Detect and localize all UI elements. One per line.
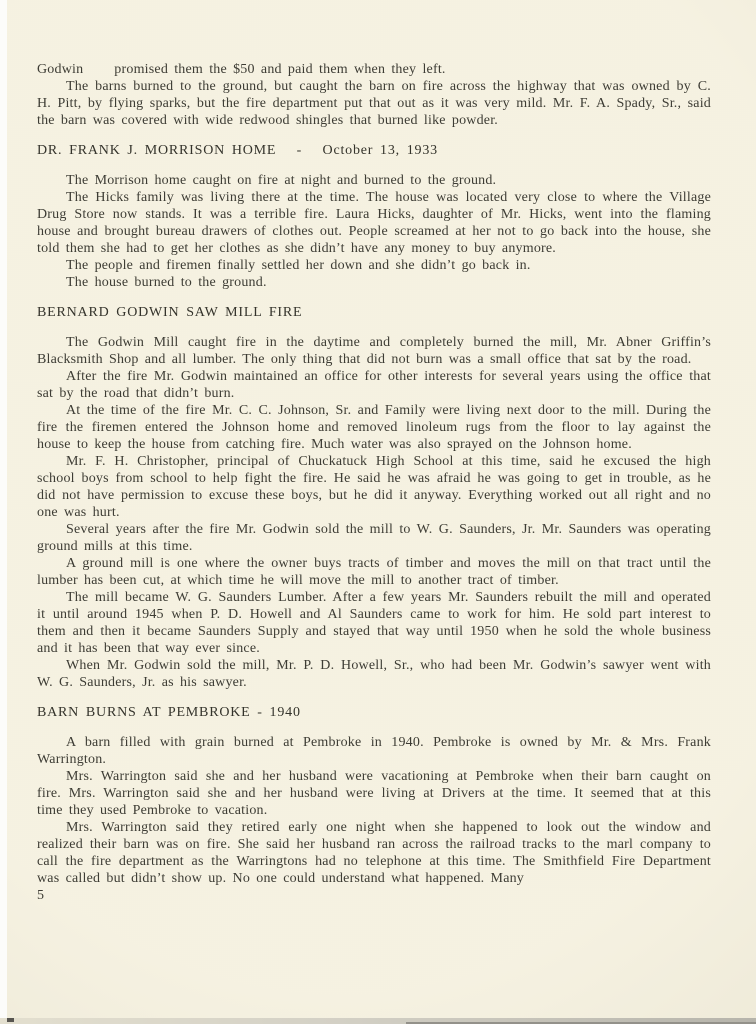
section-heading: DR. FRANK J. MORRISON HOME - October 13, 1933 (37, 143, 438, 158)
page-content (37, 61, 711, 904)
paragraph: Mrs. Warrington said she and her husband were vacationing at Pembroke when their barn caught on fire. Mrs. Warrington said she and her husband were living at Drivers at the time. It seemed that at this time they used Pembroke to vacation. (37, 769, 711, 818)
paragraph: The Hicks family was living there at the time. The house was located very close to where the Village Drug Store now stands. It was a terrible fire. Laura Hicks, daughter of Mr. Hicks, went into the flaming house and brought bureau drawers of clothes out. People screamed at her not to go back into the house, she told them she had to get her clothes as she didn’t have any money to buy anymore. (37, 190, 711, 256)
section-heading: BERNARD GODWIN SAW MILL FIRE (37, 305, 303, 320)
paragraph: The Godwin Mill caught fire in the daytime and completely burned the mill, Mr. Abner Griffin’s Blacksmith Shop and all lumber. The only thing that did not burn was a small office that sat by the road. (37, 335, 711, 367)
paragraph: The barns burned to the ground, but caught the barn on fire across the highway that was owned by C. H. Pitt, by flying sparks, but the fire department put that out as it was very mild. Mr. F. A. Spady, Sr., said the barn was covered with wide redwood shingles that burned like powder. (37, 79, 711, 128)
section-saw-mill-fire (37, 304, 711, 691)
paragraph: A barn filled with grain burned at Pembroke in 1940. Pembroke is owned by Mr. & Mrs. Frank Warrington. (37, 735, 711, 767)
section-godwin-barn-continued (37, 61, 711, 129)
paragraph: Mr. F. H. Christopher, principal of Chuckatuck High School at this time, said he excused the high school boys from school to help fight the fire. He said he was afraid he was going to get in trouble, as he did not have permission to excuse these boys, but he did it anyway. Everything worked out all right and no one was hurt. (37, 454, 711, 520)
paragraph: The people and firemen finally settled her down and she didn’t go back in. (66, 258, 531, 273)
page-number: 5 (37, 888, 44, 903)
paragraph: The mill became W. G. Saunders Lumber. After a few years Mr. Saunders rebuilt the mill and operated it until around 1945 when P. D. Howell and Al Saunders came to work for him. He sold part interest to them and then it became Saunders Supply and stayed that way until 1950 when he sold the whole business and it has been that way ever since. (37, 590, 711, 656)
paragraph: The Morrison home caught on fire at night and burned to the ground. (66, 173, 497, 188)
paragraph: Several years after the fire Mr. Godwin sold the mill to W. G. Saunders, Jr. Mr. Saunders was operating ground mills at this time. (37, 522, 711, 554)
paragraph: A ground mill is one where the owner buys tracts of timber and moves the mill on that tract until the lumber has been cut, at which time he will move the mill to another tract of timber. (37, 556, 711, 588)
paragraph: Godwin promised them the $50 and paid them when they left. (37, 62, 446, 77)
paragraph: When Mr. Godwin sold the mill, Mr. P. D. Howell, Sr., who had been Mr. Godwin’s sawyer went with W. G. Saunders, Jr. as his sawyer. (37, 658, 711, 690)
paragraph: After the fire Mr. Godwin maintained an office for other interests for several years using the office that sat by the road that didn’t burn. (37, 369, 711, 401)
section-morrison-home (37, 142, 711, 291)
paragraph: At the time of the fire Mr. C. C. Johnson, Sr. and Family were living next door to the mill. During the fire the firemen entered the Johnson home and removed linoleum rugs from the floor to lay against the house to keep the house from catching fire. Much water was also sprayed on the Johnson home. (37, 403, 711, 452)
scan-edge-left (0, 0, 7, 1024)
section-pembroke-barn (37, 704, 711, 887)
scan-artifact-speck (7, 1018, 14, 1022)
paragraph: Mrs. Warrington said they retired early one night when she happened to look out the window and realized their barn was on fire. She said her husband ran across the railroad tracks to the marl company to call the fire department as the Warringtons had no telephone at this time. The Smithfield Fire Department was called but didn’t show up. No one could understand what happened. Many (37, 820, 711, 886)
section-heading: BARN BURNS AT PEMBROKE - 1940 (37, 705, 301, 720)
paragraph: The house burned to the ground. (66, 275, 267, 290)
